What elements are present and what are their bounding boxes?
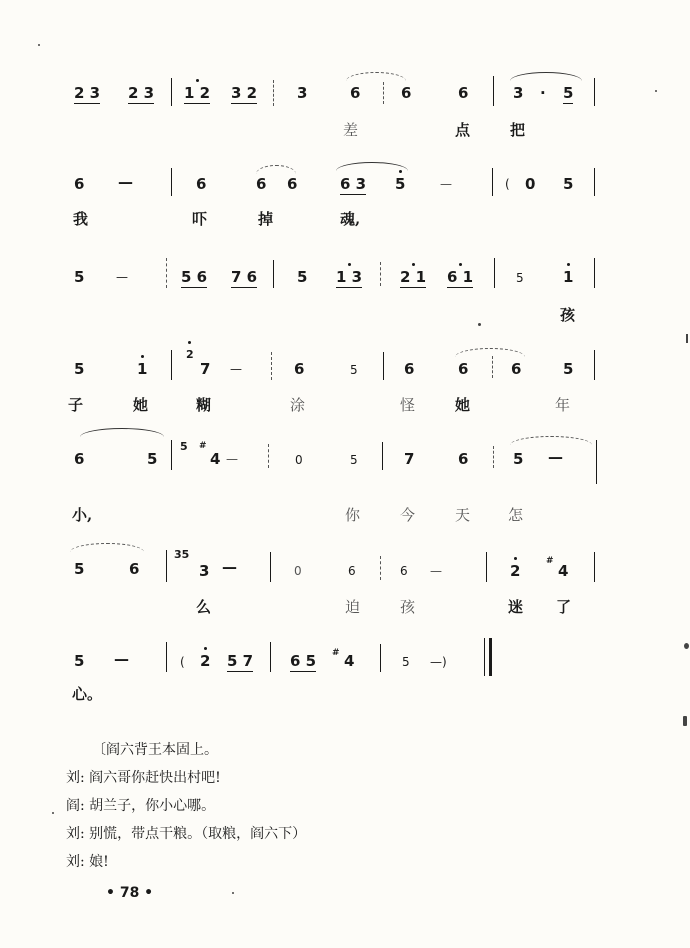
note: 0 [295, 453, 303, 467]
barline [171, 168, 172, 196]
note: 6 [400, 564, 408, 578]
lyric: 涂 [290, 396, 306, 414]
barline [273, 260, 274, 288]
scan-mark [686, 334, 688, 343]
barline [596, 440, 597, 484]
barline-dashed [380, 262, 381, 286]
note: 2 [200, 652, 211, 670]
dash-extension: — [226, 452, 238, 466]
stage-direction: 〔阎六背王本固上。 [92, 742, 218, 758]
note: 2 [510, 562, 521, 580]
dash-extension: — [430, 564, 442, 578]
scan-speck [655, 90, 657, 92]
note: 6 1 [447, 268, 474, 286]
note: 6 [511, 360, 522, 378]
barline [171, 440, 172, 470]
barline-dashed [273, 80, 274, 106]
grace-note: 35 [174, 548, 190, 561]
dash-extension: — [548, 448, 563, 466]
barline [594, 258, 595, 288]
dash-extension: — [114, 650, 129, 668]
barline [270, 552, 271, 582]
barline-dashed [268, 444, 269, 468]
dialogue-line: 阎: 胡兰子，你小心哪。 [66, 798, 216, 814]
note: 5 [350, 363, 358, 377]
note: 6 [404, 360, 415, 378]
note: 5 [513, 450, 524, 468]
note: 5 [74, 560, 85, 578]
note: 3 [513, 84, 524, 102]
note: 5 [350, 453, 358, 467]
note: 1 3 [336, 268, 363, 286]
barline [380, 644, 381, 672]
scan-mark [683, 716, 687, 726]
slur [510, 436, 592, 445]
barline [270, 642, 271, 672]
note: 3 [297, 84, 308, 102]
note: 7 [404, 450, 415, 468]
barline-dashed [493, 446, 494, 468]
sharp-sign: # [546, 556, 554, 566]
slur [346, 72, 406, 81]
note: 0 [294, 564, 302, 578]
dialogue-line: 刘: 别慌，带点干粮。（取粮，阎六下） [66, 826, 307, 842]
barline [171, 350, 172, 380]
note: 3 2 [231, 84, 258, 102]
lyric: 今 [400, 506, 416, 524]
scan-speck [478, 323, 481, 326]
lyric: 我 [73, 210, 89, 228]
barline [166, 550, 167, 582]
barline [382, 442, 383, 470]
scan-mark [684, 643, 689, 649]
lyric: 糊 [196, 396, 212, 414]
slur [455, 348, 525, 357]
barline [492, 168, 493, 196]
note: 7 6 [231, 268, 258, 286]
dialogue-line: 刘: 阎六哥你赶快出村吧! [66, 770, 221, 786]
note: 5 7 [227, 652, 254, 670]
lyric: 天 [455, 506, 471, 524]
note: 6 [196, 175, 207, 193]
note: 1 [137, 360, 148, 378]
barline [493, 76, 494, 106]
barline [486, 552, 487, 582]
dash-extension: — [440, 177, 452, 191]
lyric: 迫 [345, 598, 361, 616]
paren-open: ( [505, 177, 510, 191]
note: 4 [558, 562, 569, 580]
note: 0 [525, 175, 536, 193]
note: 5 [402, 655, 410, 669]
lyric: 怪 [400, 396, 416, 414]
dash-extension: — [222, 558, 237, 576]
scan-speck [232, 892, 234, 894]
final-barline-thin [484, 638, 485, 676]
slur [70, 543, 144, 552]
lyric: 把 [510, 121, 526, 139]
note: 5 [147, 450, 158, 468]
barline [494, 258, 495, 288]
note: 2 3 [74, 84, 101, 102]
lyric: 吓 [192, 210, 208, 228]
lyric: 掉 [258, 210, 274, 228]
barline [171, 78, 172, 106]
lyric: 孩 [560, 306, 576, 324]
lyric: 孩 [400, 598, 416, 616]
grace-note: 5 [180, 440, 188, 453]
note: 1 [563, 268, 574, 286]
note: 5 [74, 268, 85, 286]
dash-extension: — [116, 270, 128, 284]
note: 6 [287, 175, 298, 193]
note: 5 [516, 271, 524, 285]
lyric: 怎 [508, 506, 524, 524]
note: 5 [74, 652, 85, 670]
note: 2 3 [128, 84, 155, 102]
note: 3 [199, 562, 210, 580]
barline [166, 642, 167, 672]
note: 7 [200, 360, 211, 378]
barline-dashed [492, 356, 493, 378]
barline [594, 552, 595, 582]
slur [80, 428, 164, 437]
barline [594, 350, 595, 380]
lyric: 你 [345, 506, 361, 524]
note: 1 2 [184, 84, 211, 102]
lyric: 子 [68, 396, 84, 414]
lyric: 了 [556, 598, 572, 616]
barline [594, 78, 595, 106]
note: 5 [563, 84, 574, 102]
note: 6 3 [340, 175, 367, 193]
note: 6 5 [290, 652, 317, 670]
slur [336, 162, 408, 171]
lyric: 迷 [508, 598, 524, 616]
lyric: 差 [343, 121, 359, 139]
lyric: 她 [133, 396, 149, 414]
barline [383, 352, 384, 380]
lyric: 小, [72, 506, 93, 524]
note: 4 [210, 450, 221, 468]
slur [510, 72, 582, 81]
lyric: 心。 [72, 685, 103, 703]
lyric: 么 [196, 598, 212, 616]
lyric: 她 [455, 396, 471, 414]
scan-speck [38, 44, 40, 46]
paren-open: ( [180, 655, 185, 669]
slur [256, 165, 296, 174]
barline-dashed [166, 258, 167, 288]
page-number: • 78 • [106, 885, 154, 901]
note: 2 1 [400, 268, 427, 286]
barline-dashed [271, 352, 272, 380]
dash-extension: — [230, 362, 242, 376]
note-dot: · [540, 84, 546, 102]
lyric: 点 [455, 121, 471, 139]
note: 6 [256, 175, 267, 193]
note: 6 [74, 175, 85, 193]
grace-note: 2 [186, 346, 194, 364]
barline-dashed [380, 556, 381, 580]
note: 6 [458, 450, 469, 468]
lyric: 魂, [340, 210, 361, 228]
note: 6 [458, 84, 469, 102]
sharp-sign: # [332, 648, 340, 658]
dash-extension: — [118, 173, 133, 191]
note: 5 [563, 360, 574, 378]
final-barline-thick [489, 638, 492, 676]
barline-dashed [383, 82, 384, 104]
lyric: 年 [555, 396, 571, 414]
note: 5 [395, 175, 406, 193]
note: 6 [348, 564, 356, 578]
note: 6 [74, 450, 85, 468]
sharp-sign: # [199, 441, 207, 451]
dash-close-paren: —) [430, 655, 447, 669]
note: 6 [401, 84, 412, 102]
note: 5 [297, 268, 308, 286]
note: 5 [74, 360, 85, 378]
note: 5 [563, 175, 574, 193]
scan-speck [52, 812, 54, 814]
barline [594, 168, 595, 196]
dialogue-line: 刘: 娘! [66, 854, 109, 870]
note: 5 6 [181, 268, 208, 286]
note: 6 [294, 360, 305, 378]
note: 4 [344, 652, 355, 670]
note: 6 [350, 84, 361, 102]
note: 6 [129, 560, 140, 578]
note: 6 [458, 360, 469, 378]
